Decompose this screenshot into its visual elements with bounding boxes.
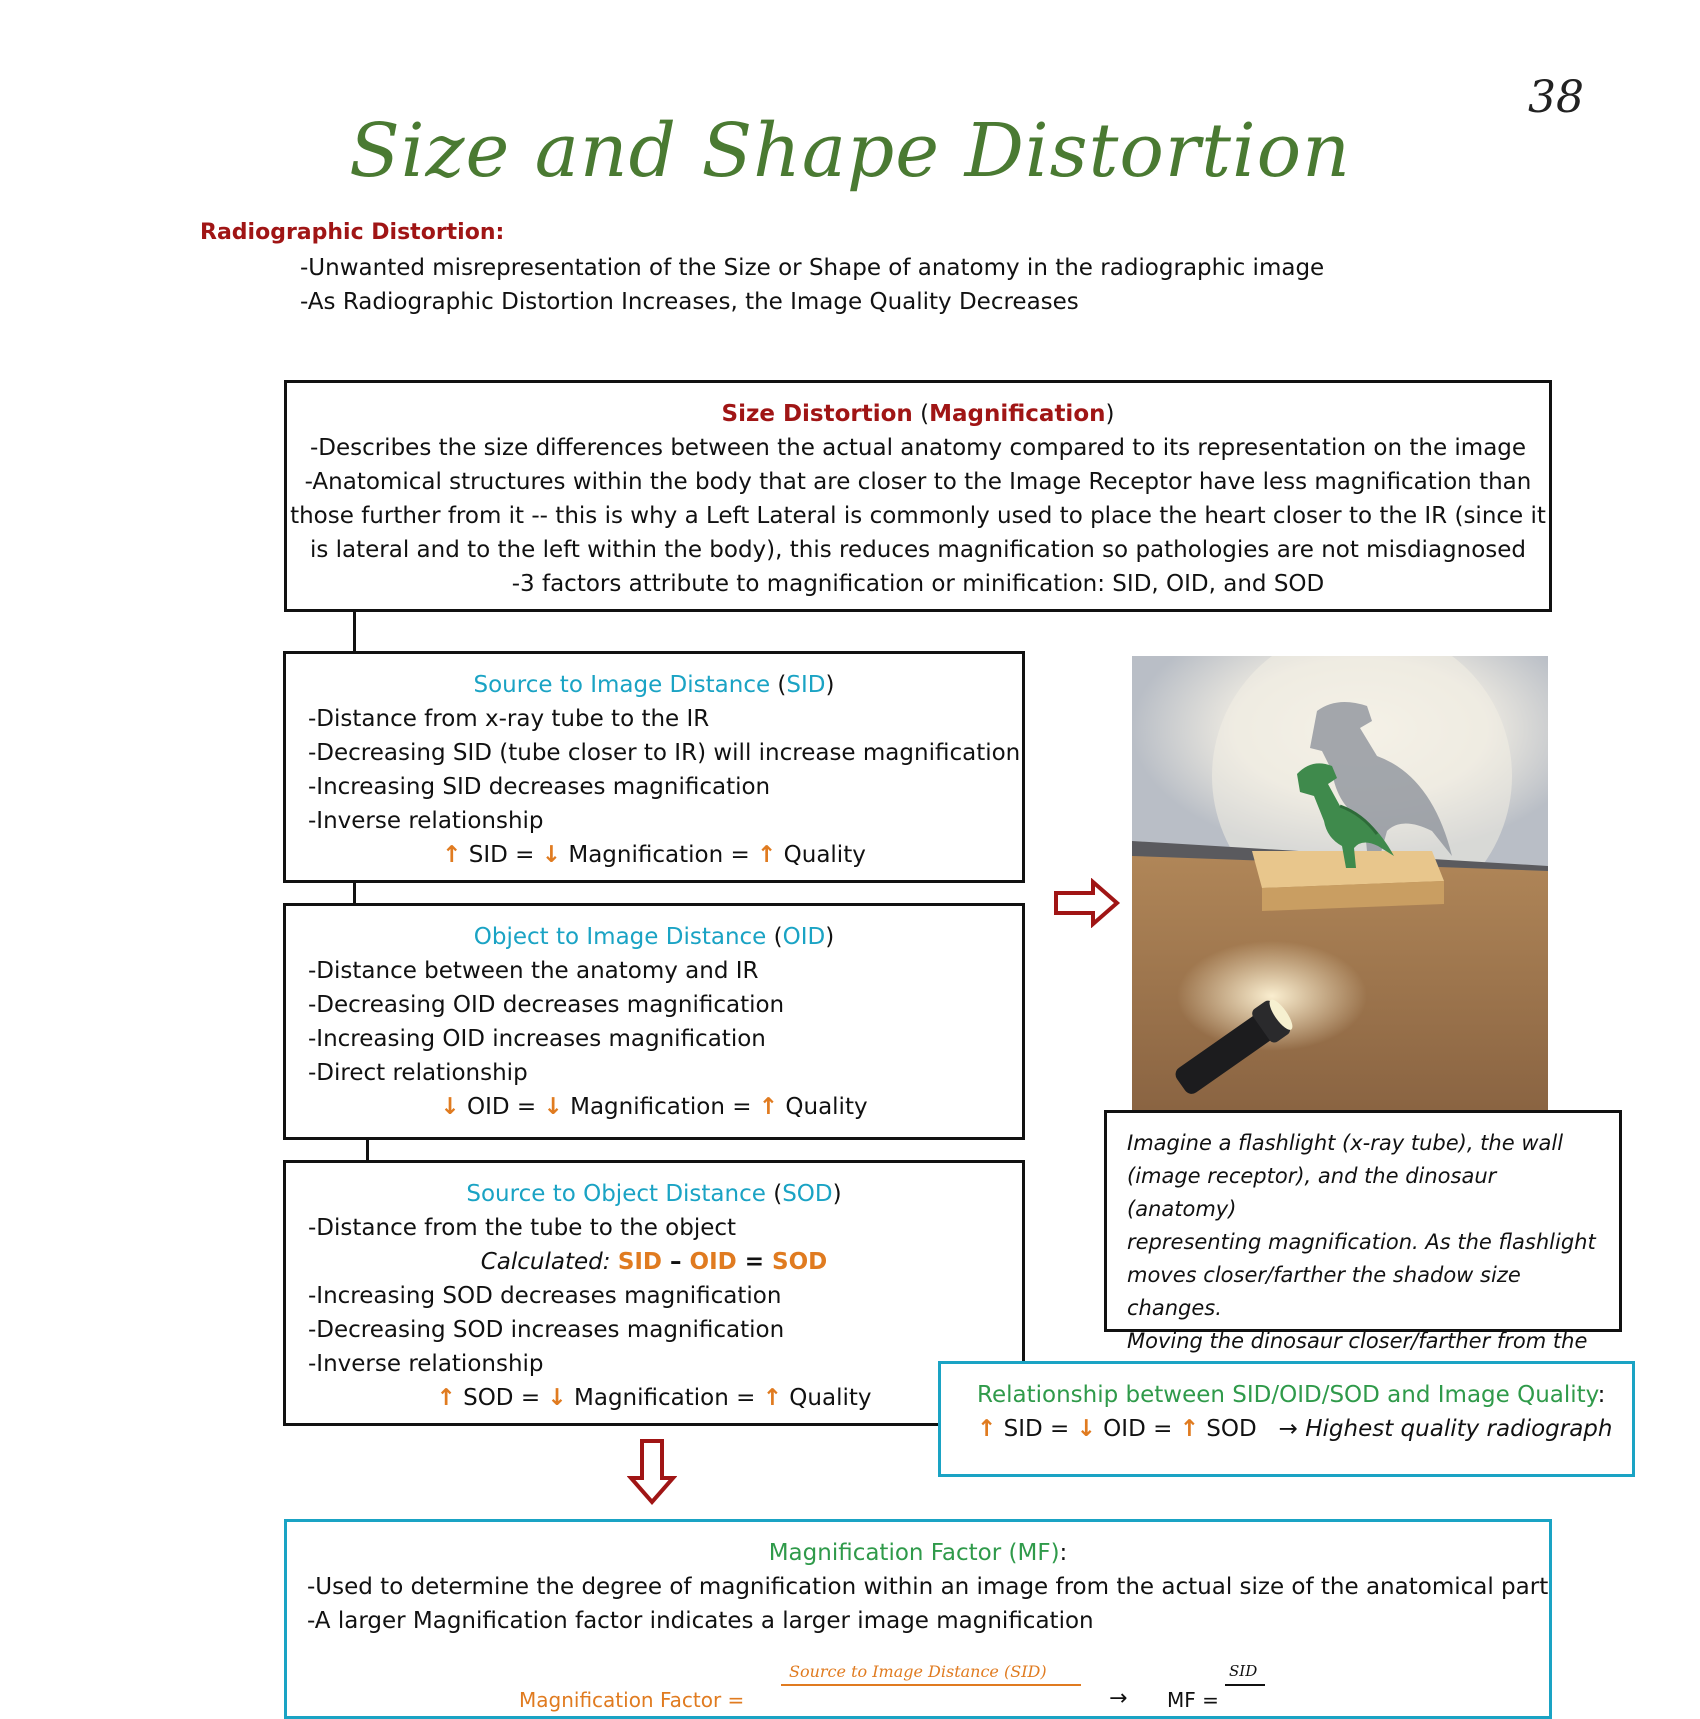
mf-short-numerator: SID: [1229, 1662, 1258, 1680]
sod-line: -Decreasing SOD increases magnification: [308, 1317, 785, 1343]
sod-abbr: SOD: [782, 1181, 833, 1207]
sod-line: -Distance from the tube to the object: [308, 1215, 737, 1241]
sod-line: -Increasing SOD decreases magnification: [308, 1283, 782, 1309]
oid-title: Object to Image Distance (OID): [473, 924, 835, 950]
mf-line: -Used to determine the degree of magnification within an image from the actual size of the anatomical part: [307, 1574, 1549, 1600]
relationship-box: [938, 1361, 1635, 1477]
size-distortion-line: -Anatomical structures within the body that are closer to the Image Receptor have less magnification than: [304, 469, 1532, 495]
magnification-label: Magnification: [929, 401, 1106, 427]
eq-text: SOD: [1198, 1416, 1279, 1442]
oid-line: -Decreasing OID decreases magnification: [308, 992, 785, 1018]
calc-label: Calculated:: [480, 1249, 611, 1275]
sid-abbr: SID: [786, 672, 826, 698]
sid-line: -Distance from x-ray tube to the IR: [308, 706, 710, 732]
sod-title: Source to Object Distance (SOD): [466, 1181, 842, 1207]
eq-text: Quality: [776, 842, 866, 868]
mf-formula-label: Magnification Factor =: [519, 1688, 745, 1712]
definition-line: -Unwanted misrepresentation of the Size or Shape of anatomy in the radiographic image: [300, 255, 1325, 281]
right-arrow-icon: [1053, 878, 1121, 928]
caption-line: representing magnification. As the flashlight: [1127, 1230, 1596, 1254]
connector-line: [353, 612, 356, 652]
sid-equation: [286, 838, 1022, 872]
eq-text: SID =: [996, 1416, 1077, 1442]
mf-colon: :: [1059, 1540, 1068, 1566]
page-number: 38: [1528, 72, 1584, 123]
calc-oid: OID: [689, 1249, 737, 1275]
fraction-bar: [1225, 1684, 1265, 1686]
connector-line: [353, 882, 356, 904]
arrow-down-icon: ↓: [440, 1094, 460, 1120]
caption-line: Moving the dinosaur closer/farther from the: [1127, 1329, 1588, 1353]
arrow-down-icon: ↓: [547, 1385, 567, 1411]
arrow-down-icon: ↓: [1076, 1416, 1096, 1442]
page-title: Size and Shape Distortion: [349, 108, 1351, 194]
sid-line: -Inverse relationship: [308, 808, 544, 834]
eq-text: Quality: [778, 1094, 868, 1120]
size-distortion-title: Size Distortion (Magnification): [721, 401, 1115, 427]
sod-line: -Inverse relationship: [308, 1351, 544, 1377]
sod-equation: [286, 1381, 1022, 1415]
eq-text: Magnification =: [562, 1094, 759, 1120]
mf-title-text: Magnification Factor (MF): [768, 1540, 1060, 1566]
oid-line: -Direct relationship: [308, 1060, 528, 1086]
size-distortion-line: -Describes the size differences between the actual anatomy compared to its representation on the image: [309, 435, 1527, 461]
calc-sod: SOD: [772, 1249, 828, 1275]
mf-title: [287, 1536, 1549, 1570]
size-distortion-line: those further from it -- this is why a Left Lateral is commonly used to place the heart closer to the IR (since it: [290, 503, 1546, 529]
arrow-up-icon: ↑: [436, 1385, 456, 1411]
eq-text: SOD =: [455, 1385, 548, 1411]
dinosaur-shadow-photo: [1132, 656, 1548, 1110]
eq-text: SID =: [461, 842, 542, 868]
arrow-up-icon: ↑: [442, 842, 462, 868]
connector-line: [366, 1139, 369, 1161]
arrow-up-icon: ↑: [757, 842, 777, 868]
oid-line: -Distance between the anatomy and IR: [308, 958, 759, 984]
sid-line: -Increasing SID decreases magnification: [308, 774, 771, 800]
caption-line: Imagine a flashlight (x-ray tube), the wall: [1127, 1131, 1564, 1155]
relationship-colon: :: [1597, 1382, 1606, 1408]
fraction-bar: [781, 1684, 1081, 1686]
relationship-equation: [977, 1412, 1632, 1446]
eq-text: Magnification =: [561, 842, 758, 868]
calc-op: –: [662, 1249, 690, 1275]
mf-short-label: MF =: [1167, 1688, 1219, 1712]
relationship-result: Highest quality radiograph: [1297, 1416, 1613, 1442]
sid-title-text: Source to Image Distance: [473, 672, 771, 698]
sod-box: [283, 1160, 1025, 1426]
eq-text: OID =: [1095, 1416, 1180, 1442]
size-distortion-line: -3 factors attribute to magnification or minification: SID, OID, and SOD: [511, 571, 1325, 597]
calc-sid: SID: [617, 1249, 663, 1275]
sid-line: -Decreasing SID (tube closer to IR) will increase magnification: [308, 740, 1021, 766]
size-distortion-line: is lateral and to the left within the body), this reduces magnification so pathologies are not misdiagnosed: [309, 537, 1527, 563]
sid-title: Source to Image Distance (SID): [473, 672, 835, 698]
arrow-right-icon: →: [1109, 1686, 1128, 1711]
oid-line: -Increasing OID increases magnification: [308, 1026, 766, 1052]
photo-caption-box: [1104, 1110, 1622, 1353]
sod-calculation: [286, 1245, 1022, 1279]
arrow-up-icon: ↑: [762, 1385, 782, 1411]
oid-equation: [286, 1090, 1022, 1124]
oid-box: [283, 903, 1025, 1140]
mf-formula-numerator: Source to Image Distance (SID): [789, 1662, 1047, 1681]
eq-text: OID =: [459, 1094, 544, 1120]
arrow-up-icon: ↑: [977, 1416, 997, 1442]
sid-box: [283, 651, 1025, 883]
magnification-factor-box: [284, 1519, 1552, 1719]
definition-line: -As Radiographic Distortion Increases, the Image Quality Decreases: [300, 289, 1079, 315]
calc-op: =: [736, 1249, 773, 1275]
caption-line: (image receptor), and the dinosaur (anatomy): [1127, 1164, 1497, 1221]
arrow-down-icon: ↓: [541, 842, 562, 868]
sod-title-text: Source to Object Distance: [466, 1181, 766, 1207]
oid-title-text: Object to Image Distance: [473, 924, 767, 950]
relationship-title: [977, 1378, 1632, 1412]
eq-text: Magnification =: [566, 1385, 763, 1411]
relationship-title-text: Relationship between SID/OID/SOD and Image Quality: [977, 1382, 1598, 1408]
size-distortion-box: [284, 380, 1552, 612]
eq-text: Quality: [781, 1385, 872, 1411]
down-arrow-icon: [627, 1438, 677, 1506]
arrow-up-icon: ↑: [758, 1094, 779, 1120]
radiographic-distortion-heading: Radiographic Distortion:: [200, 220, 505, 245]
arrow-up-icon: ↑: [1179, 1416, 1199, 1442]
caption-line: moves closer/farther the shadow size changes.: [1127, 1263, 1521, 1320]
mf-line: -A larger Magnification factor indicates a larger image magnification: [307, 1608, 1094, 1634]
size-distortion-label: Size Distortion: [721, 401, 913, 427]
arrow-down-icon: ↓: [543, 1094, 563, 1120]
arrow-right-icon: →: [1278, 1416, 1298, 1442]
oid-abbr: OID: [782, 924, 826, 950]
